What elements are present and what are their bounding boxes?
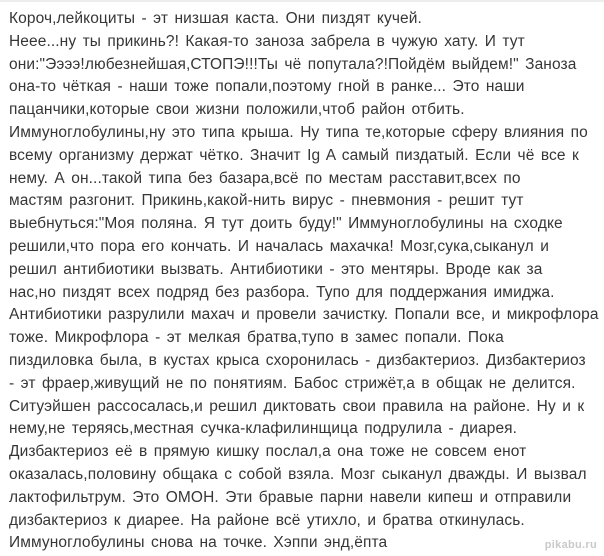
text-line: Ситуэйшен рассосалась,и решил диктовать свои правила на районе. Ну и к — [9, 397, 585, 415]
text-line: Короч,лейкоциты - эт низшая каста. Они пиздят кучей. — [9, 10, 422, 27]
text-line: Дизбактериоз её в прямую кишку послал,а она тоже не совсем енот — [9, 443, 527, 461]
text-line: Иммуноглобулины снова на точке. Хэппи энд,ёпта — [9, 534, 388, 552]
text-line: пацанчики,которые свои жизни положили,чтоб район отбить. — [9, 101, 465, 119]
text-line: решили,что пора его кончать. И началась махачка! Мозг,сука,сыканул и — [9, 237, 549, 255]
text-line: нас,но пиздят всех подряд без разбора. Тупо для поддержания имиджа. — [9, 283, 555, 301]
text-block — [0, 2, 604, 555]
watermark-pikabu: pikabu.ru — [544, 539, 597, 551]
text-line: пиздиловка была, в кустах крыса схоронилась - дизбактериоз. Дизбактериоз — [9, 351, 586, 369]
text-line: - эт фраер,живущий не по понятиям. Бабос стрижёт,а в общак не делится. — [9, 374, 576, 392]
text-line: выебнуться:"Моя поляна. Я тут доить буду!" Иммуноглобулины на сходке — [9, 215, 563, 233]
text-line: решил антибиотики вызвать. Антибиотики - это ментяры. Вроде как за — [9, 260, 543, 278]
text-line: мастям разгонит. Прикинь,какой-нить вирус - пневмония - решит тут — [9, 192, 524, 210]
text-line: они:"Ээээ!любезнейшая,СТОПЭ!!!Ты чё попутала?!Пойдём выйдем!" Заноза — [9, 55, 577, 73]
text-line: нему,не теряясь,местная сучка-клафилинщица подрулила - диарея. — [9, 420, 518, 438]
text-line: лактофильтрум. Это ОМОН. Эти бравые парни навели кипеш и отправили — [9, 488, 572, 506]
text-line: она-то чёткая - наши тоже попали,поэтому гной в ранке... Это наши — [9, 78, 525, 96]
text-line: Неее...ну ты прикинь?! Какая-то заноза забрела в чужую хату. И тут — [9, 32, 525, 50]
text-line: тоже. Микрофлора - эт мелкая братва,тупо в замес попали. Пока — [9, 329, 504, 347]
text-line: всему организму держат чётко. Значит Ig A самый пиздатый. Если чё все к — [9, 146, 579, 164]
text-line: нему. А он...такой типа без базара,всё по местам расставит,всех по — [9, 169, 521, 187]
text-line: Иммуноглобулины,ну это типа крыша. Ну типа те,которые сферу влияния по — [9, 123, 588, 141]
text-line: оказалась,половину общака с собой взяла. Мозг сыканул дважды. И вызвал — [9, 465, 587, 483]
text-line: дизбактериоз к диарее. На районе всё утихло, и братва откинулась. — [9, 511, 525, 529]
text-line: Антибиотики разрулили махач и провели зачистку. Попали все, и микрофлора — [9, 306, 599, 324]
